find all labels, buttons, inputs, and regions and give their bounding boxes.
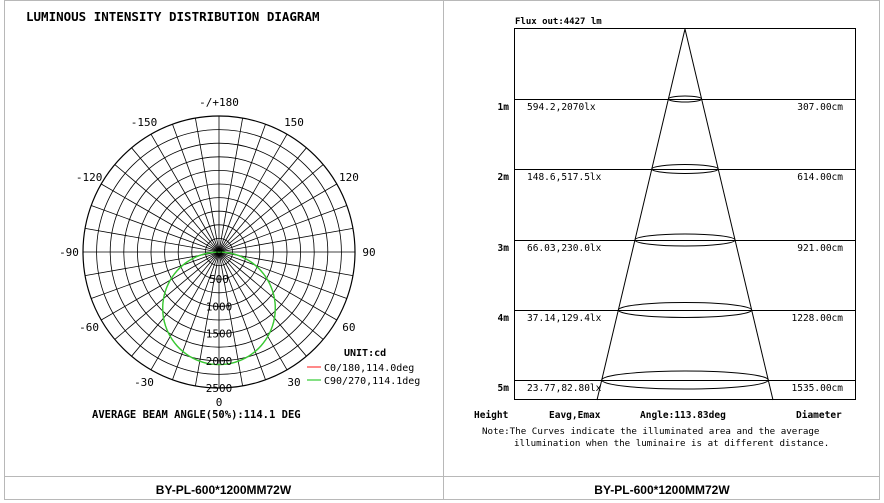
row-eavg-emax: 594.2,2070lx — [527, 102, 596, 113]
illuminance-row — [498, 303, 855, 325]
height-header: Height — [474, 410, 509, 421]
beam-angle-header: Angle:113.83deg — [640, 410, 726, 421]
cone-right-edge — [685, 29, 773, 400]
legend — [307, 363, 420, 387]
table-footer — [474, 410, 842, 421]
cone-left-edge — [597, 29, 685, 400]
unit-label: UNIT:cd — [344, 348, 387, 359]
left-model-caption: BY-PL-600*1200MM72W — [155, 483, 292, 497]
beam-angle-text: AVERAGE BEAM ANGLE(50%):114.1 DEG — [92, 409, 301, 421]
row-distance: 1m — [497, 102, 509, 113]
row-distance: 2m — [497, 172, 509, 183]
legend-label-c0: C0/180,114.0deg — [324, 363, 415, 374]
illuminance-row — [498, 234, 855, 254]
angle-tick-label: -/+180 — [199, 96, 239, 109]
outer-border — [5, 1, 880, 500]
light-cone — [597, 29, 773, 400]
row-distance: 5m — [497, 383, 509, 394]
flux-out-text: Flux out:4427 lm — [515, 17, 602, 27]
angle-tick-label: 30 — [287, 375, 301, 389]
angle-tick-label: 120 — [338, 171, 359, 184]
right-model-caption: BY-PL-600*1200MM72W — [594, 483, 730, 497]
angle-tick-label: -60 — [79, 321, 100, 334]
angle-tick-label: -150 — [130, 116, 158, 130]
ring-tick-label: 2500 — [205, 382, 233, 395]
angle-tick-label: 90 — [362, 246, 376, 259]
ring-tick-label: 2000 — [205, 354, 233, 368]
angle-tick-label: 150 — [284, 116, 304, 130]
row-distance: 4m — [497, 313, 509, 324]
row-diameter: 1535.00cm — [791, 383, 843, 394]
ring-tick-label: 1500 — [205, 327, 233, 341]
legend-label-c90: C90/270,114.1deg — [324, 376, 421, 387]
illuminance-row — [498, 371, 855, 394]
ring-tick-label: 500 — [209, 273, 229, 287]
angle-tick-label: -30 — [134, 375, 154, 389]
row-diameter: 921.00cm — [797, 243, 843, 254]
angle-tick-label: 0 — [215, 396, 223, 409]
angle-tick-label: -90 — [59, 246, 79, 259]
eavg-emax-header: Eavg,Emax — [549, 410, 601, 421]
row-diameter: 1228.00cm — [791, 313, 843, 324]
row-eavg-emax: 148.6,517.5lx — [527, 172, 602, 183]
illuminance-table-frame — [515, 29, 856, 400]
ring-tick-label: 1000 — [205, 300, 233, 314]
diameter-header: Diameter — [796, 410, 842, 421]
row-diameter: 307.00cm — [797, 102, 843, 113]
illuminance-rows — [498, 96, 855, 394]
angle-tick-label: -120 — [75, 171, 103, 184]
note-line-1: Note:The Curves indicate the illuminated area and the average — [482, 426, 820, 437]
row-eavg-emax: 23.77,82.80lx — [527, 383, 602, 394]
row-distance: 3m — [497, 243, 509, 254]
row-diameter: 614.00cm — [797, 172, 843, 183]
ring-tick-label: 0 — [215, 246, 223, 259]
illuminance-row — [498, 96, 855, 113]
row-eavg-emax: 66.03,230.0lx — [527, 243, 602, 254]
note-line-2: illumination when the luminaire is at different distance. — [514, 438, 830, 449]
polar-chart-title: LUMINOUS INTENSITY DISTRIBUTION DIAGRAM — [26, 9, 320, 24]
illuminance-row — [498, 165, 855, 184]
angle-tick-label: 60 — [342, 321, 356, 334]
row-eavg-emax: 37.14,129.4lx — [527, 313, 602, 324]
